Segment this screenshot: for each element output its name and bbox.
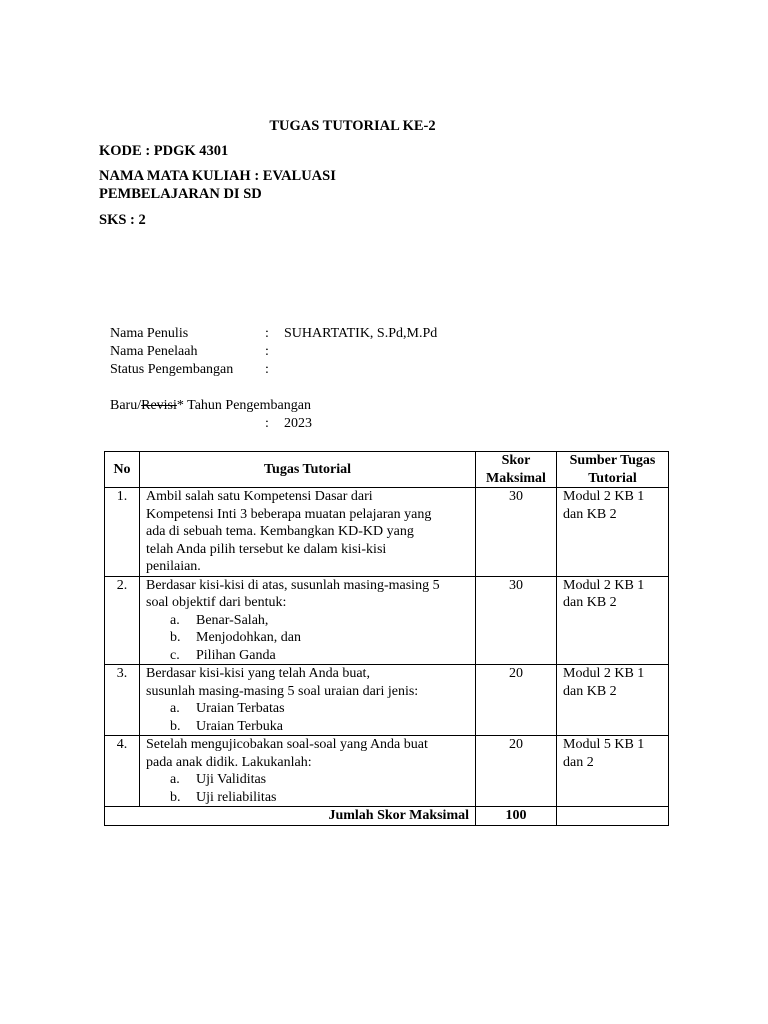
max-score: 20 [476,665,557,736]
subitem-text: Uraian Terbatas [196,701,285,716]
task-source [557,665,669,736]
task-source [557,736,669,807]
table-header-row [105,452,669,488]
source-line: dan KB 2 [563,683,617,699]
reviewer-colon: : [265,344,269,359]
subitem-text: Pilihan Ganda [196,647,276,663]
writer-value: SUHARTATIK, S.Pd,M.Pd [284,326,438,341]
tutorial-task-table [104,451,669,826]
table-row [105,576,669,665]
task-source [557,576,669,665]
course-credits: SKS : 2 [99,212,146,228]
source-line: Modul 2 KB 1 [563,489,645,504]
task-subitems [146,771,469,806]
task-subitem [170,771,469,789]
writer-label: Nama Penulis [110,326,189,341]
subitem-text: Menjodohkan, dan [196,630,301,645]
task-source [557,488,669,577]
subitem-marker: b. [170,630,181,645]
header-task: Tugas Tutorial [140,452,476,488]
task-description [140,665,476,736]
table-row [105,665,669,736]
subitem-marker: b. [170,718,181,734]
table-row [105,488,669,577]
subitem-marker: a. [170,612,180,628]
document-title: TUGAS TUTORIAL KE-2 [269,118,436,134]
reviewer-label: Nama Penelaah [110,344,198,359]
subitem-marker: c. [170,647,180,663]
header-score-line2: Maksimal [486,470,546,486]
task-subitem [170,647,469,665]
header-score [476,452,557,488]
max-score: 30 [476,576,557,665]
task-subitems [146,700,469,735]
row-number: 3. [105,665,140,736]
task-subitem [170,700,469,718]
task-line: Ambil salah satu Kompetensi Dasar dari [146,489,373,504]
status-label: Status Pengembangan [110,362,234,377]
subitem-marker: a. [170,772,180,787]
max-score: 20 [476,736,557,807]
course-name-line2: PEMBELAJARAN DI SD [99,186,262,202]
task-subitems [146,612,469,665]
year-colon: : [265,416,269,431]
total-label: Jumlah Skor Maksimal [105,807,476,826]
source-line: Modul 2 KB 1 [563,577,645,593]
task-subitem [170,612,469,630]
task-subitem [170,718,469,736]
source-line: Modul 5 KB 1 [563,737,645,752]
task-line: Berdasar kisi-kisi yang telah Anda buat, [146,666,370,681]
header-source-line2: Tutorial [588,470,637,486]
source-line: dan KB 2 [563,595,617,610]
task-line: susunlah masing-masing 5 soal uraian dari jenis: [146,683,419,699]
table-row [105,736,669,807]
task-line: ada di sebuah tema. Kembangkan KD-KD yang [146,524,414,539]
course-name-line1: NAMA MATA KULIAH : EVALUASI [99,168,336,184]
row-number: 4. [105,736,140,807]
header-score-line1: Skor [501,453,531,468]
header-source-line1: Sumber Tugas [569,453,656,468]
year-value: 2023 [284,416,312,431]
subitem-text: Uji Validitas [196,772,267,787]
task-line: soal objektif dari bentuk: [146,595,287,610]
header-no: No [105,452,140,488]
total-value: 100 [476,807,557,826]
total-row [105,807,669,826]
task-line: penilaian. [146,559,201,574]
status-colon: : [265,362,269,377]
writer-colon: : [265,326,269,341]
total-empty-cell [557,807,669,826]
source-line: dan KB 2 [563,506,617,522]
task-subitem [170,629,469,647]
course-code: KODE : PDGK 4301 [99,143,229,159]
task-description [140,736,476,807]
revision-label: Revisi [141,398,177,413]
task-line: pada anak didik. Lakukanlah: [146,754,312,770]
subitem-marker: b. [170,789,181,805]
task-description [140,576,476,665]
row-number: 2. [105,576,140,665]
task-subitem [170,789,469,807]
subitem-text: Benar-Salah, [196,612,269,628]
header-source [557,452,669,488]
task-line: Berdasar kisi-kisi di atas, susunlah masing-masing 5 [146,577,440,593]
subitem-marker: a. [170,701,180,716]
source-line: Modul 2 KB 1 [563,666,645,681]
max-score: 30 [476,488,557,577]
task-line: Setelah mengujicobakan soal-soal yang Anda buat [146,737,428,752]
year-label: * Tahun Pengembangan [176,398,311,413]
subitem-text: Uraian Terbuka [196,718,284,734]
subitem-text: Uji reliabilitas [196,789,277,805]
development-year-label [110,398,311,414]
row-number: 1. [105,488,140,577]
task-line: telah Anda pilih tersebut ke dalam kisi-kisi [146,541,387,557]
task-line: Kompetensi Inti 3 beberapa muatan pelajaran yang [146,506,432,522]
source-line: dan 2 [563,754,594,770]
new-label: Baru/ [110,398,142,413]
task-description [140,488,476,577]
